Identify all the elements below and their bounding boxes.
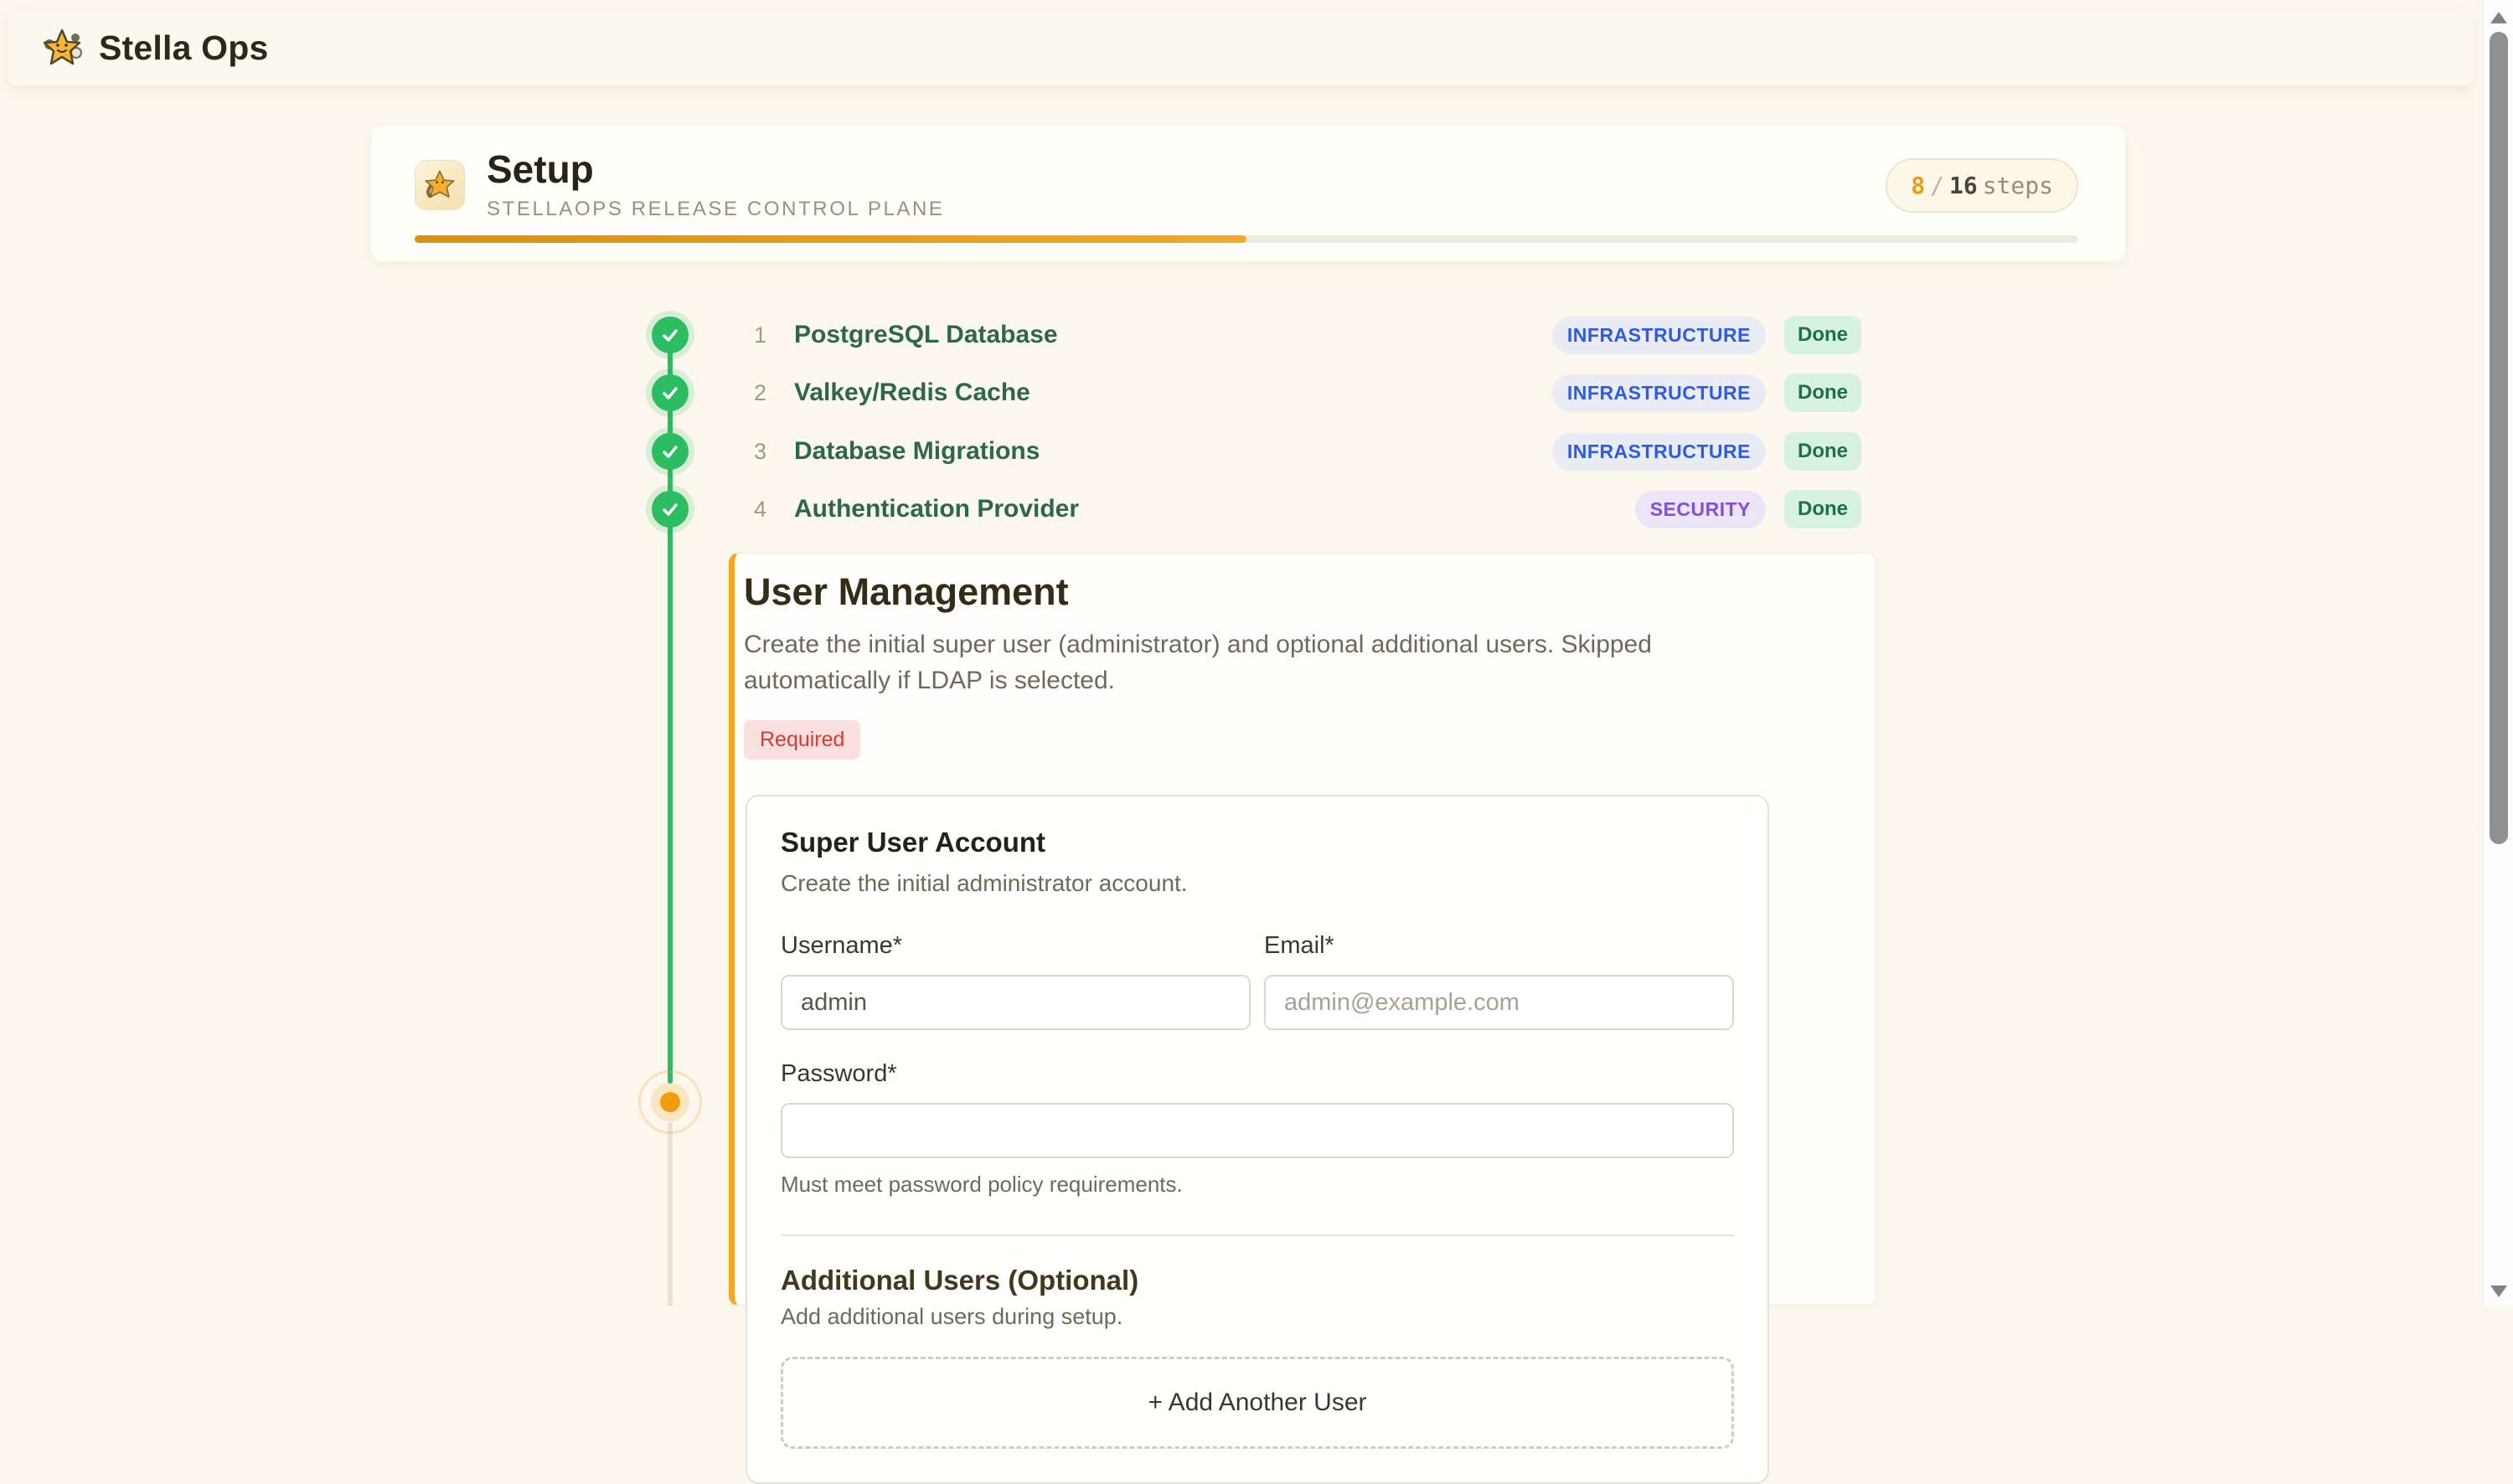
step-label[interactable]: Database Migrations [794, 437, 1040, 465]
add-another-user-button[interactable]: + Add Another User [781, 1357, 1734, 1449]
step-label[interactable]: Valkey/Redis Cache [794, 379, 1030, 406]
username-field-group [781, 932, 1251, 1030]
status-badge: Done [1784, 316, 1861, 354]
steps-total-count: 16 [1948, 171, 1978, 199]
email-field-group [1264, 932, 1734, 1030]
step-number: 3 [754, 438, 767, 464]
scroll-up-arrow-icon[interactable] [2490, 12, 2507, 23]
step-row-postgresql[interactable] [754, 315, 1861, 355]
step-number: 1 [754, 322, 767, 348]
setup-subtitle: STELLAOPS RELEASE CONTROL PLANE [487, 198, 945, 221]
step-label[interactable]: PostgreSQL Database [794, 321, 1058, 348]
app-title: Stella Ops [99, 28, 269, 67]
step-row-valkey-redis[interactable] [754, 373, 1861, 413]
email-input[interactable] [1264, 975, 1734, 1030]
password-field-group [781, 1060, 1734, 1198]
steps-progress-badge: 8 / 16 steps [1886, 158, 2078, 213]
category-badge: INFRASTRUCTURE [1552, 374, 1766, 412]
username-label: Username* [781, 932, 903, 960]
status-badge: Done [1784, 490, 1861, 528]
category-badge: INFRASTRUCTURE [1552, 433, 1766, 471]
status-badge: Done [1784, 432, 1861, 471]
step-1-check-icon [652, 317, 689, 353]
password-helper-text: Must meet password policy requirements. [781, 1172, 1183, 1198]
vertical-scrollbar[interactable] [2483, 0, 2513, 1306]
setup-progress-fill [415, 235, 1246, 243]
section-description: Create the initial super user (administrator) and optional additional users. Skipped automatically if LDAP is selected. [744, 631, 1652, 694]
password-label: Password* [781, 1060, 897, 1088]
section-title: User Management [744, 570, 1069, 613]
step-3-check-icon [652, 433, 689, 470]
super-user-heading: Super User Account [781, 827, 1046, 858]
super-user-subheading: Create the initial administrator account. [781, 870, 1188, 897]
step-label[interactable]: Authentication Provider [794, 495, 1080, 523]
top-bar [8, 10, 2473, 85]
status-badge: Done [1784, 374, 1861, 412]
setup-header-card [371, 126, 2125, 261]
additional-users-subheading: Add additional users during setup. [781, 1304, 1123, 1330]
steps-done-count: 8 [1911, 171, 1926, 199]
setup-progress-bar [415, 235, 2078, 243]
current-step-dot-core [660, 1092, 680, 1112]
step-number: 4 [754, 496, 767, 522]
step-row-database-migrations[interactable] [754, 431, 1861, 471]
setup-title: Setup [487, 147, 594, 191]
scrollbar-thumb[interactable] [2490, 32, 2508, 844]
timeline-line-upcoming [668, 1122, 673, 1306]
user-management-card [729, 553, 1876, 1417]
stella-ops-logo-icon [42, 28, 82, 68]
step-4-check-icon [652, 491, 689, 528]
step-row-authentication-provider[interactable] [754, 489, 1861, 529]
setup-star-app-icon [415, 160, 465, 210]
password-input[interactable] [781, 1103, 1734, 1158]
additional-users-heading: Additional Users (Optional) [781, 1265, 1139, 1296]
category-badge: INFRASTRUCTURE [1552, 317, 1766, 354]
step-2-check-icon [652, 374, 689, 411]
step-number: 2 [754, 379, 767, 405]
username-input[interactable] [781, 975, 1251, 1030]
super-user-account-card [746, 795, 1769, 1484]
required-badge: Required [744, 720, 860, 760]
email-label: Email* [1264, 932, 1334, 960]
category-badge: SECURITY [1635, 491, 1766, 528]
section-divider [781, 1234, 1734, 1236]
scroll-down-arrow-icon[interactable] [2490, 1286, 2507, 1297]
